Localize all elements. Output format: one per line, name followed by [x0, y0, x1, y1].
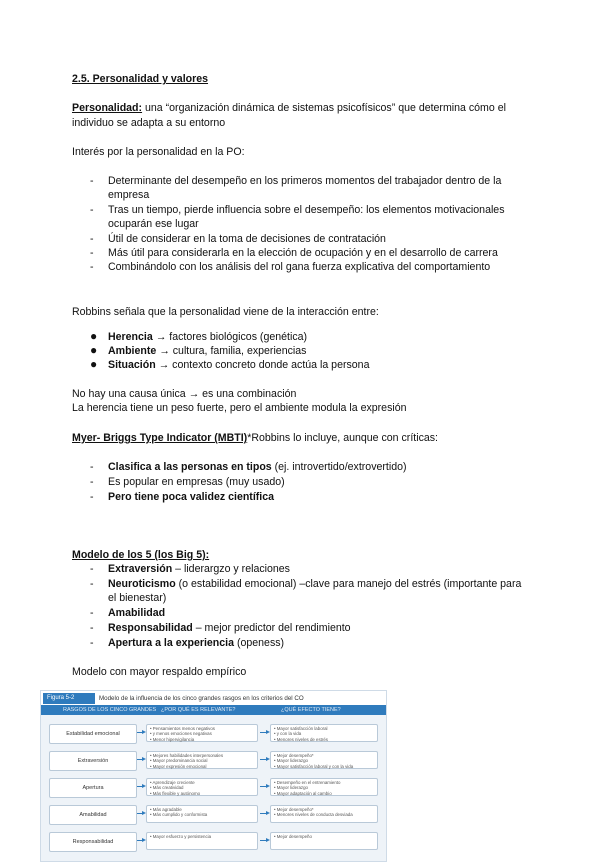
figure-why-box: • Pensamientos menos negativos • y menos emociones negativas • Menor hipervigilancia — [146, 724, 258, 742]
figure-trait-box: Responsabilidad — [49, 832, 137, 852]
list-item: ● Ambiente → cultura, familia, experiencias — [90, 343, 307, 357]
list-item: - Responsabilidad – mejor predictor del rendimiento — [90, 622, 351, 634]
list-item: - Es popular en empresas (muy usado) — [90, 476, 285, 488]
personalidad-definition — [72, 101, 506, 115]
arrow-right-icon — [137, 732, 143, 733]
mbti-list — [90, 460, 407, 504]
personalidad-text-2: individuo se adapta a su entorno — [72, 117, 226, 129]
figure-trait-box: Amabilidad — [49, 805, 137, 825]
figure-effect-box: • Mejor desempeño* • Mayor liderazgo • Mayor satisfacción laboral y con la vida — [270, 751, 378, 769]
robbins-list — [90, 329, 370, 372]
arrow-right-icon — [260, 759, 267, 760]
arrow-right-icon — [137, 759, 143, 760]
section-title: 2.5. Personalidad y valores — [72, 73, 209, 85]
figure-col-header: ¿QUÉ EFECTO TIENE? — [281, 707, 341, 713]
interes-list — [90, 174, 528, 274]
arrow-right-icon — [137, 813, 143, 814]
list-item: - Amabilidad — [90, 607, 166, 619]
list-item: - Apertura a la experiencia (openess) — [90, 637, 285, 649]
list-item: - Clasifica a las personas en tipos (ej. introvertido/extrovertido) — [90, 461, 407, 473]
mbti-heading — [72, 431, 438, 445]
robbins-intro: Robbins señala que la personalidad viene de la interacción entre: — [72, 306, 379, 318]
figure-title: Modelo de la influencia de los cinco grandes rasgos en los criterios del CO — [99, 695, 304, 702]
figure-why-box: • Mejores habilidades interpersonales • Mayor predominancia social • Mayor expresión emocional — [146, 751, 258, 769]
figure-effect-box: • Mayor satisfacción laboral • y con la vida • Menores niveles de estrés — [270, 724, 378, 742]
personalidad-text-1: una “organización dinámica de sistemas psicofísicos” que determina cómo el — [142, 102, 506, 114]
list-item: ● Situación → contexto concreto donde actúa la persona — [90, 357, 370, 371]
figure-tag: Figura 5-2 — [43, 693, 95, 704]
arrow-right-icon — [260, 813, 267, 814]
interes-intro: Interés por la personalidad en la PO: — [72, 146, 245, 158]
list-item: - Neuroticismo (o estabilidad emocional) –clave para manejo del estrés (importante para el bienestar) — [90, 578, 522, 604]
causa-line-1: No hay una causa única → es una combinación — [72, 388, 297, 400]
figure-why-box: • Aprendizaje creciente • Más creatividad • Más flexible y autónomo — [146, 778, 258, 796]
mbti-rest: *Robbins lo incluye, aunque con críticas: — [247, 432, 438, 444]
list-item: - Determinante del desempeño en los primeros momentos del trabajador dentro de la empresa — [90, 175, 502, 201]
figure-effect-box: • Mejor desempeño* • Menores niveles de conducta desviada — [270, 805, 378, 823]
figure-header — [41, 691, 386, 705]
figure-trait-box: Extraversión — [49, 751, 137, 771]
mbti-label: Myer- Briggs Type Indicator (MBTI) — [72, 432, 248, 444]
figure-row — [49, 832, 379, 850]
arrow-right-icon — [137, 786, 143, 787]
figure-column-headers — [41, 705, 386, 715]
arrow-right-icon — [260, 732, 267, 733]
figure-row — [49, 778, 379, 796]
list-item: - Útil de considerar en la toma de decisiones de contratación — [90, 233, 386, 245]
list-item: - Más útil para considerarla en la elección de ocupación y en el desarrollo de carrera — [90, 247, 498, 259]
figure-effect-box: • Desempeño en el entrenamiento • Mayor liderazgo • Mayor adaptación al cambio — [270, 778, 378, 796]
arrow-right-icon — [137, 840, 143, 841]
figure-trait-box: Estabilidad emocional — [49, 724, 137, 744]
personalidad-label: Personalidad: — [72, 102, 143, 114]
figure-col-header: RASGOS DE LOS CINCO GRANDES — [63, 707, 157, 713]
list-item: ● Herencia → factores biológicos (genética) — [90, 329, 308, 343]
arrow-right-icon — [260, 840, 267, 841]
figure-row — [49, 724, 379, 742]
list-item: - Pero tiene poca validez científica — [90, 491, 275, 503]
figure-why-box: • Mayor esfuerzo y persistencia — [146, 832, 258, 850]
arrow-right-icon — [260, 786, 267, 787]
figure-col-header: ¿POR QUÉ ES RELEVANTE? — [161, 707, 236, 713]
big5-list — [90, 562, 528, 650]
respaldo-text: Modelo con mayor respaldo empírico — [72, 666, 247, 678]
figure-trait-box: Apertura — [49, 778, 137, 798]
figure-row — [49, 751, 379, 769]
list-item: - Tras un tiempo, pierde influencia sobre el desempeño: los elementos motivacionales ocuparán ese lugar — [90, 204, 505, 230]
causa-line-2: La herencia tiene un peso fuerte, pero el ambiente modula la expresión — [72, 402, 407, 414]
figure-effect-box: • Mejor desempeño — [270, 832, 378, 850]
list-item: - Combinándolo con los análisis del rol gana fuerza explicativa del comportamiento — [90, 261, 491, 273]
big5-figure — [40, 690, 387, 862]
list-item: - Extraversión – liderargzo y relaciones — [90, 563, 290, 575]
figure-why-box: • Más agradable • Más cumplido y conformista — [146, 805, 258, 823]
big5-title: Modelo de los 5 (los Big 5): — [72, 549, 210, 561]
figure-row — [49, 805, 379, 823]
